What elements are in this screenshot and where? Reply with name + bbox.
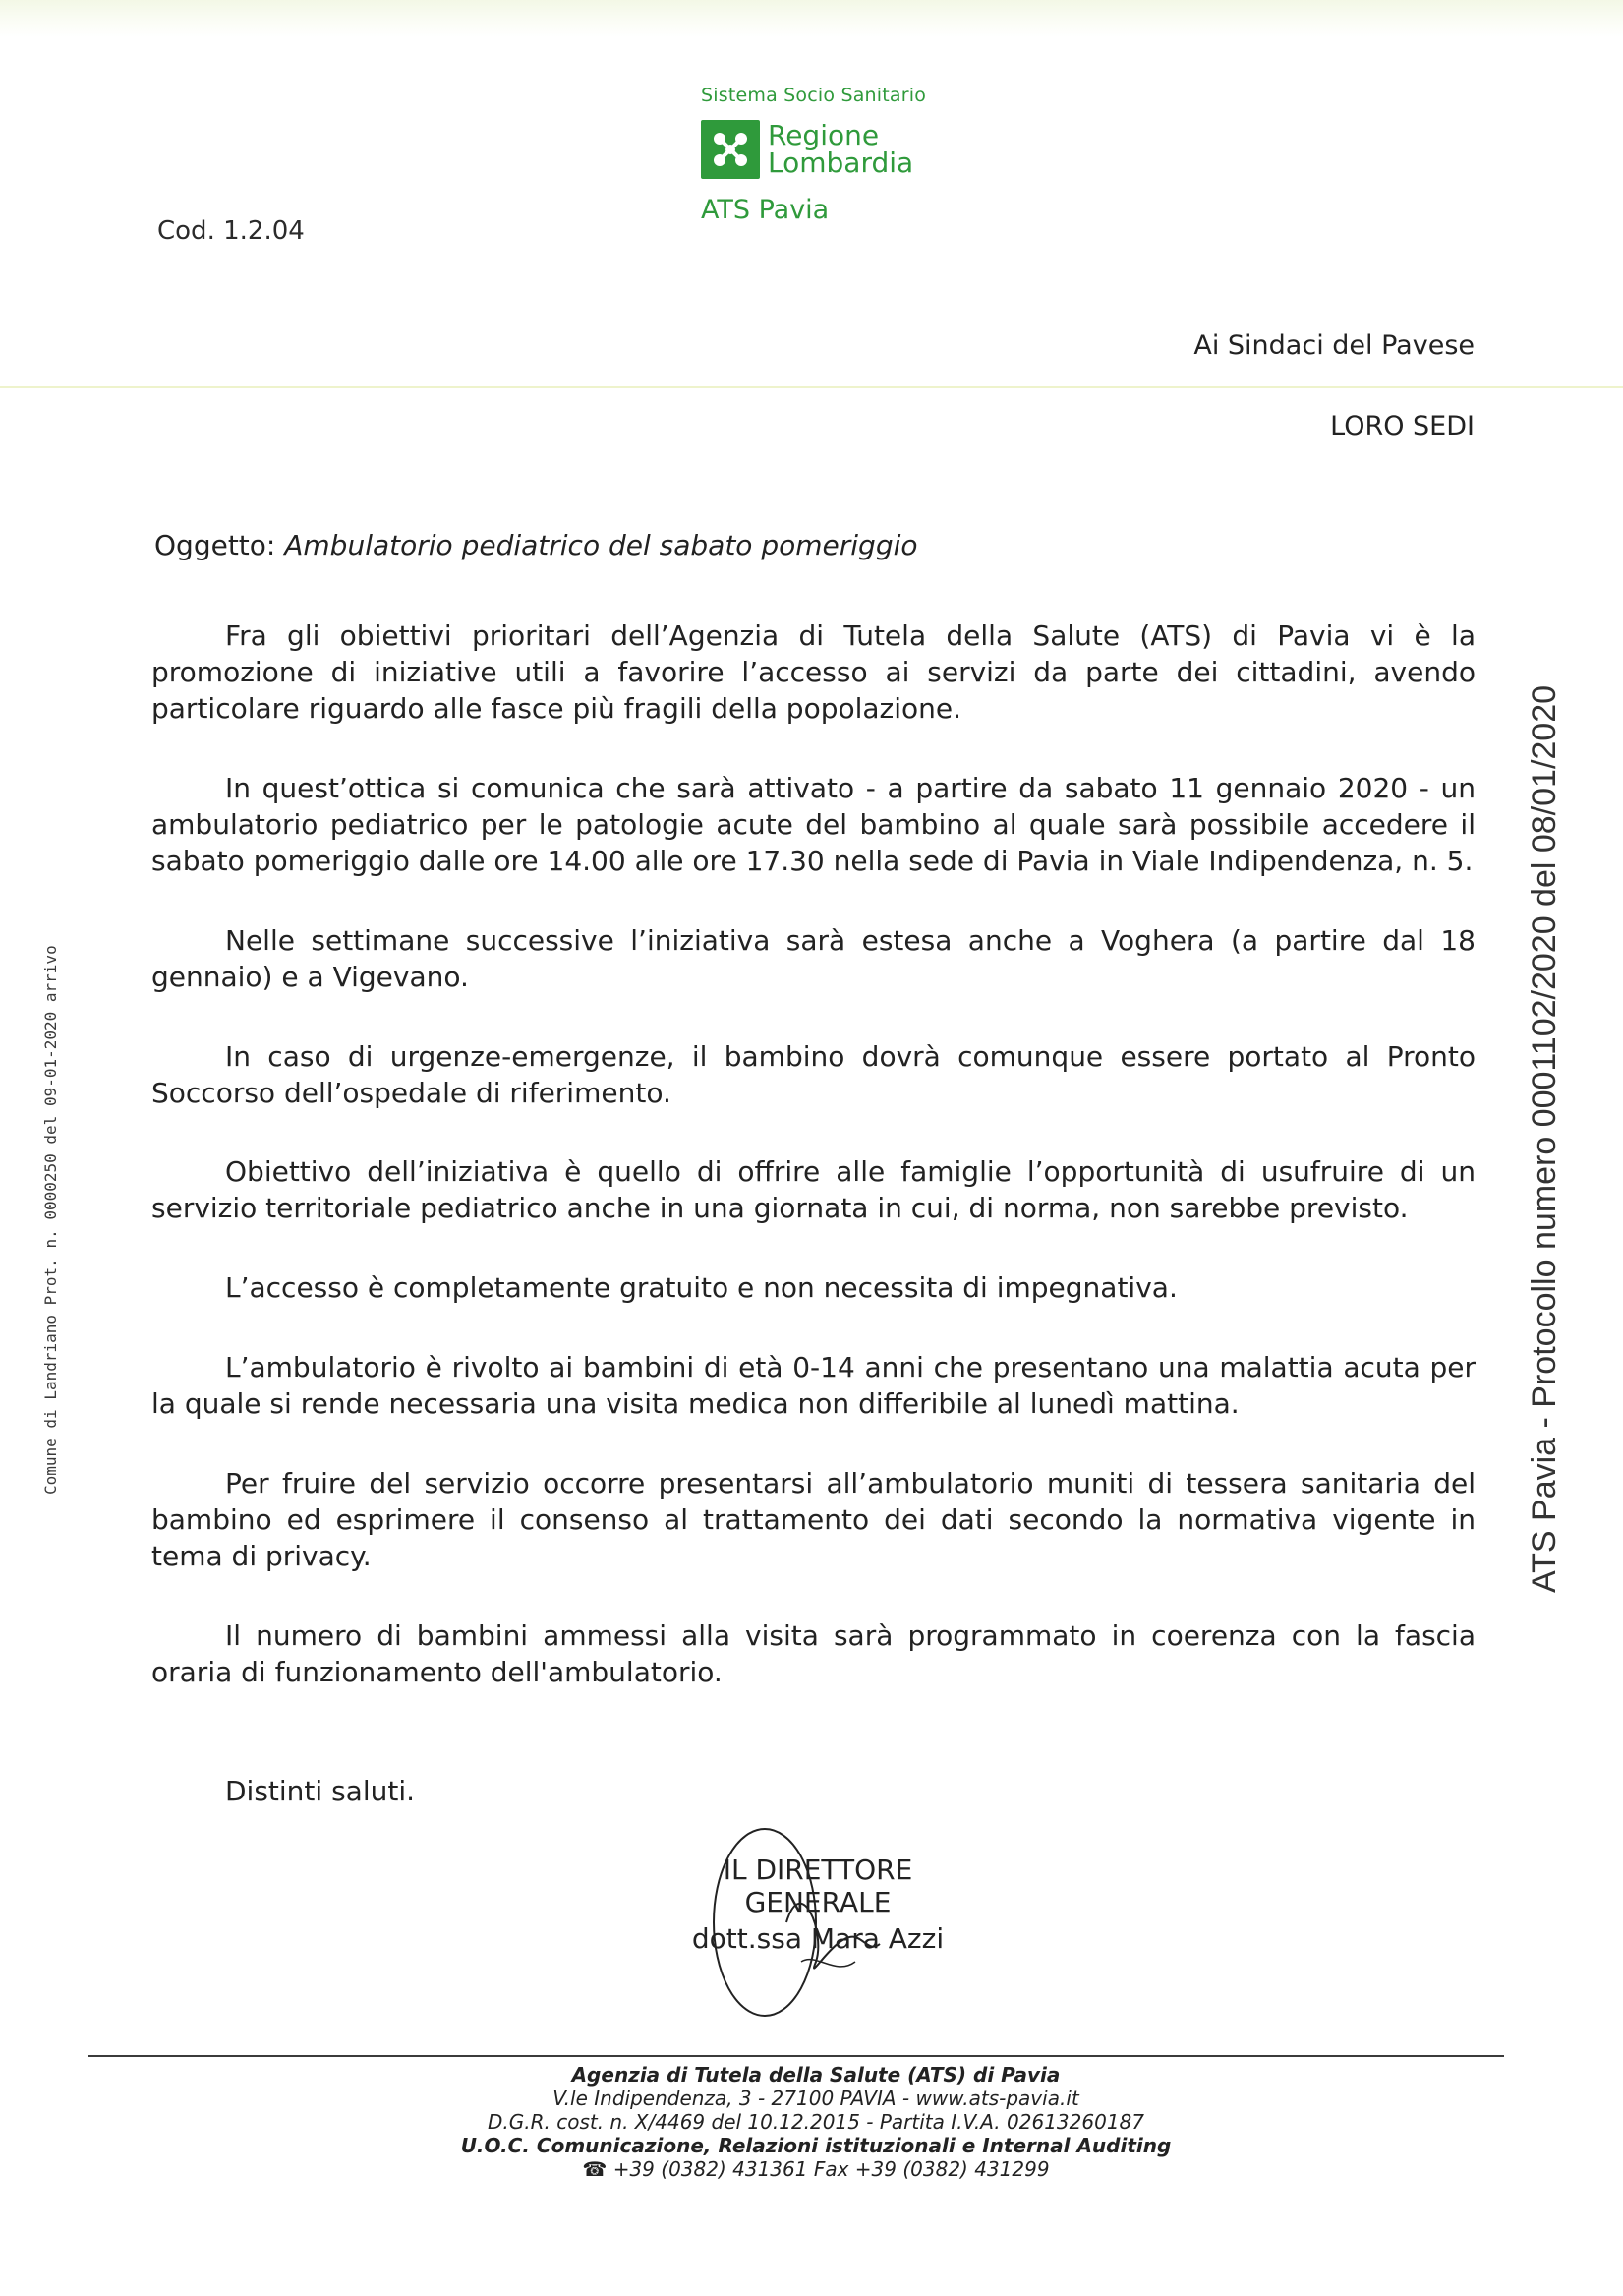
recipient-line-1: Ai Sindaci del Pavese — [1193, 330, 1475, 361]
regione-lombardia-rose-icon — [701, 120, 760, 179]
phone-icon: ☎ — [582, 2157, 608, 2181]
right-protocol-stamp: ATS Pavia - Protocollo numero 0001102/2020 del 08/01/2020 — [1526, 684, 1563, 1593]
signer-name: dott.ssa Mara Azzi — [691, 1922, 945, 1955]
body-paragraph: Nelle settimane successive l’iniziativa sarà estesa anche a Voghera (a partire dal 18 gennaio) e a Vigevano. — [151, 924, 1476, 993]
footer-registration: D.G.R. cost. n. X/4469 del 10.12.2015 - Partita I.V.A. 02613260187 — [487, 2110, 1144, 2134]
footer-contacts — [334, 2157, 1298, 2181]
subject-text: Ambulatorio pediatrico del sabato pomeriggio — [284, 529, 918, 561]
subject-label: Oggetto: — [154, 529, 276, 561]
system-label: Sistema Socio Sanitario — [701, 85, 927, 106]
body-paragraph: L’accesso è completamente gratuito e non necessita di impegnativa. — [225, 1271, 1178, 1304]
body-paragraph: Fra gli obiettivi prioritari dell’Agenzia di Tutela della Salute (ATS) di Pavia vi è la promozione di iniziative utili a favorire l’accesso ai servizi da parte dei cittadini, avendo particolare riguardo alle fasce più fragili della popolazione. — [151, 619, 1476, 725]
region-name — [768, 119, 914, 179]
subject-line — [154, 529, 918, 561]
body-paragraph: Per fruire del servizio occorre presentarsi all’ambulatorio muniti di tessera sanitaria del bambino ed esprimere il consenso al trattamento dei dati secondo la normativa vigente in tema di privacy. — [151, 1467, 1476, 1572]
body-paragraph: Obiettivo dell’iniziativa è quello di offrire alle famiglie l’opportunità di usufruire di un servizio territoriale pediatrico anche in una giornata in cui, di norma, non sarebbe previsto. — [151, 1155, 1476, 1224]
footer — [334, 2063, 1298, 2181]
recipient-line-2: LORO SEDI — [1330, 411, 1475, 442]
letter-body — [151, 618, 1476, 1734]
region-line-2: Lombardia — [768, 147, 914, 179]
signer-title: IL DIRETTORE GENERALE — [723, 1854, 913, 1918]
left-protocol-stamp: Comune di Landriano Prot. n. 0000250 del 09-01-2020 arrivo — [41, 945, 60, 1495]
signature-block — [651, 1854, 985, 1955]
scan-top-band — [0, 0, 1623, 37]
region-line-1: Regione — [768, 119, 880, 151]
recipients — [1193, 330, 1475, 441]
footer-agency: Agenzia di Tutela della Salute (ATS) di Pavia — [571, 2063, 1061, 2087]
body-paragraph: Il numero di bambini ammessi alla visita sarà programmato in coerenza con la fascia oraria di funzionamento dell'ambulatorio. — [151, 1619, 1476, 1688]
footer-address: V.le Indipendenza, 3 - 27100 PAVIA - www.ats-pavia.it — [552, 2087, 1079, 2110]
body-paragraph: In caso di urgenze-emergenze, il bambino dovrà comunque essere portato al Pronto Soccorso dell’ospedale di riferimento. — [151, 1040, 1476, 1109]
footer-department: U.O.C. Comunicazione, Relazioni istituzionali e Internal Auditing — [460, 2134, 1172, 2157]
body-paragraph: L’ambulatorio è rivolto ai bambini di età 0-14 anni che presentano una malattia acuta per la quale si rende necessaria una visita medica non differibile al lunedì mattina. — [151, 1351, 1476, 1420]
footer-divider — [88, 2055, 1504, 2057]
footer-phone-fax: +39 (0382) 431361 Fax +39 (0382) 431299 — [612, 2157, 1050, 2181]
closing-salutation: Distinti saluti. — [225, 1775, 416, 1807]
region-logo-row — [701, 120, 976, 179]
document-code: Cod. 1.2.04 — [157, 216, 305, 246]
agency-short-name: ATS Pavia — [701, 195, 830, 225]
letterhead — [701, 85, 976, 225]
body-paragraph: In quest’ottica si comunica che sarà attivato - a partire da sabato 11 gennaio 2020 - un ambulatorio pediatrico per le patologie acute del bambino al quale sarà possibile accedere il sabato pomeriggio dalle ore 14.00 alle ore 17.30 nella sede di Pavia in Viale Indipendenza, n. 5. — [151, 772, 1476, 877]
